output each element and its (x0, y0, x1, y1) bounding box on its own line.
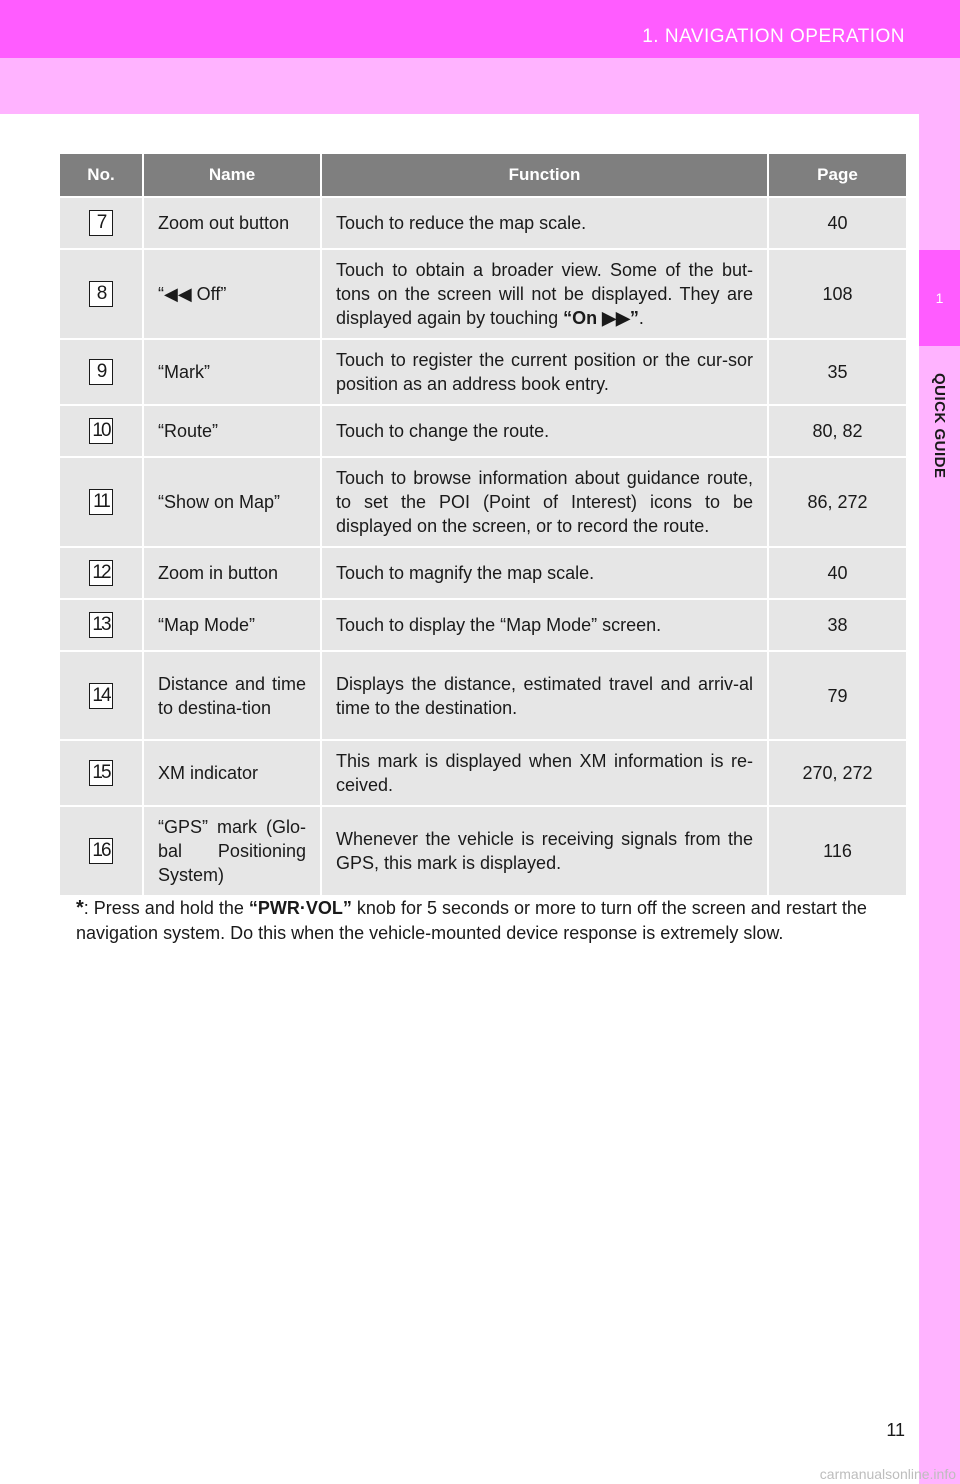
number-box: 13 (89, 612, 113, 638)
row-page[interactable]: 80, 82 (768, 405, 906, 457)
row-function: This mark is displayed when XM information is re-ceived. (321, 740, 768, 806)
row-number (60, 457, 143, 547)
header-bar (0, 0, 960, 58)
row-name: “Mark” (143, 339, 321, 405)
number-box: 7 (89, 210, 113, 236)
row-number (60, 339, 143, 405)
row-name: “Show on Map” (143, 457, 321, 547)
row-number (60, 740, 143, 806)
table-row (60, 405, 906, 457)
row-page[interactable]: 86, 272 (768, 457, 906, 547)
row-page[interactable]: 79 (768, 651, 906, 740)
row-name: “GPS” mark (Glo-bal Positioning System) (143, 806, 321, 895)
row-page[interactable]: 108 (768, 249, 906, 339)
col-header-no: No. (60, 154, 143, 197)
knob-name: “PWR·VOL” (248, 898, 352, 918)
row-function: Touch to obtain a broader view. Some of the but-tons on the screen will not be displayed. They are displayed again by touching “On ▶▶”. (321, 249, 768, 339)
table-row (60, 339, 906, 405)
number-box: 14 (89, 683, 113, 709)
row-page[interactable]: 35 (768, 339, 906, 405)
number-box: 10 (89, 418, 113, 444)
row-number (60, 249, 143, 339)
page-number: 11 (886, 1420, 905, 1440)
row-function: Touch to display the “Map Mode” screen. (321, 599, 768, 651)
row-name: “Map Mode” (143, 599, 321, 651)
number-box: 16 (89, 838, 113, 864)
table-header-row (60, 154, 906, 197)
watermark: carmanualsonline.info (819, 1466, 956, 1482)
number-box: 8 (89, 281, 113, 307)
row-function: Touch to browse information about guidance route, to set the POI (Point of Interest) icons to be displayed on the screen, or to record the route. (321, 457, 768, 547)
row-page[interactable]: 38 (768, 599, 906, 651)
row-name: Zoom out button (143, 197, 321, 249)
col-header-page: Page (768, 154, 906, 197)
row-function: Whenever the vehicle is receiving signals from the GPS, this mark is displayed. (321, 806, 768, 895)
row-number (60, 806, 143, 895)
row-function: Touch to change the route. (321, 405, 768, 457)
row-function: Touch to register the current position or the cur-sor position as an address book entry. (321, 339, 768, 405)
col-header-name: Name (143, 154, 321, 197)
col-header-function: Function (321, 154, 768, 197)
row-name: Zoom in button (143, 547, 321, 599)
row-function: Touch to reduce the map scale. (321, 197, 768, 249)
table-row (60, 457, 906, 547)
row-function: Touch to magnify the map scale. (321, 547, 768, 599)
table-row (60, 651, 906, 740)
chapter-label: QUICK GUIDE (931, 373, 948, 479)
row-page[interactable]: 116 (768, 806, 906, 895)
row-name: XM indicator (143, 740, 321, 806)
section-title: 1. NAVIGATION OPERATION (642, 26, 905, 47)
table-row (60, 197, 906, 249)
row-number (60, 547, 143, 599)
number-box: 9 (89, 359, 113, 385)
table-row (60, 740, 906, 806)
table-row (60, 599, 906, 651)
number-box: 15 (89, 760, 113, 786)
row-function: Displays the distance, estimated travel and arriv-al time to the destination. (321, 651, 768, 740)
asterisk-mark: * (76, 897, 84, 919)
row-page[interactable]: 270, 272 (768, 740, 906, 806)
function-table (60, 154, 906, 895)
chapter-tab[interactable]: 1 (919, 250, 960, 346)
row-number (60, 651, 143, 740)
row-number (60, 197, 143, 249)
number-box: 12 (89, 560, 113, 586)
table-row (60, 249, 906, 339)
row-name: Distance and time to destina-tion (143, 651, 321, 740)
row-page[interactable]: 40 (768, 197, 906, 249)
row-name: “Route” (143, 405, 321, 457)
row-page[interactable]: 40 (768, 547, 906, 599)
header-band (0, 58, 960, 114)
table-row (60, 547, 906, 599)
row-number (60, 405, 143, 457)
footnote: *: Press and hold the “PWR·VOL” knob for 5 seconds or more to turn off the screen and restart the navigation system. Do this when the vehicle-mounted device response is extremely slow. (76, 897, 867, 943)
row-name: “◀◀ Off” (143, 249, 321, 339)
number-box: 11 (89, 489, 113, 515)
row-number (60, 599, 143, 651)
table-row (60, 806, 906, 895)
